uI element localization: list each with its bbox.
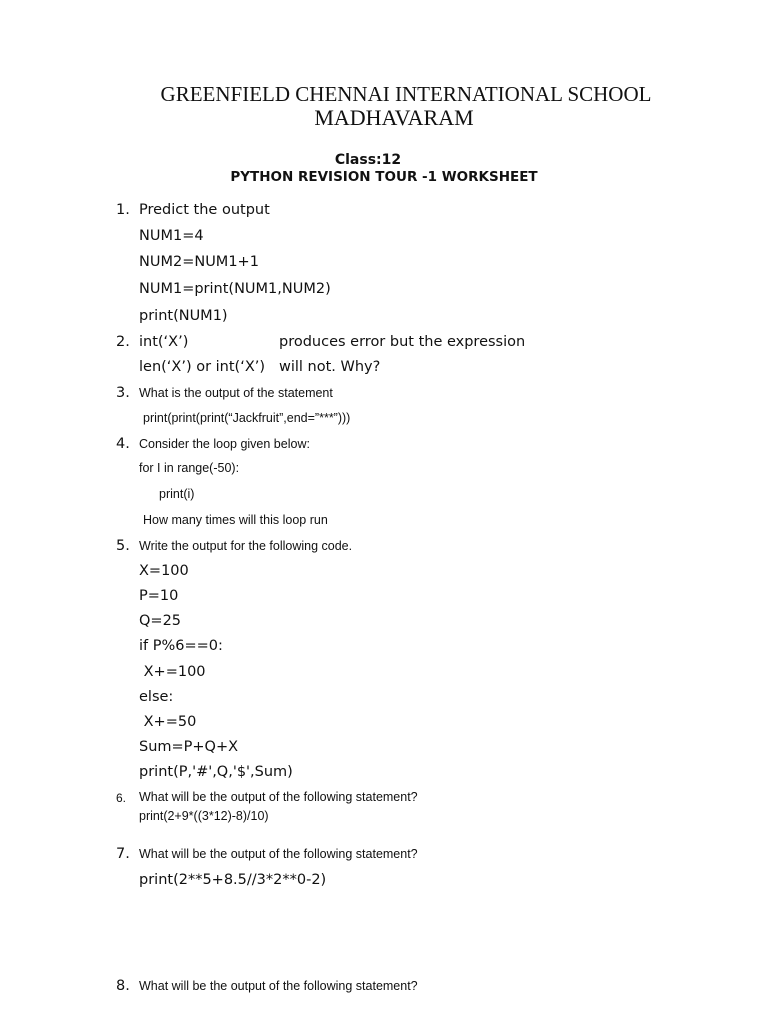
code-line: Q=25 xyxy=(139,613,182,629)
class-label: Class:12 xyxy=(334,152,402,168)
code-line: X+=100 xyxy=(139,664,206,680)
code-line: print(NUM1) xyxy=(139,308,228,324)
code-line: X+=50 xyxy=(139,714,197,730)
question-number: 7. xyxy=(116,846,130,862)
question-number: 1. xyxy=(116,202,130,218)
school-name: GREENFIELD CHENNAI INTERNATIONAL SCHOOL xyxy=(160,82,652,106)
question-text: What will be the output of the following statement? xyxy=(139,847,418,861)
code-line: P=10 xyxy=(139,588,179,604)
code-line: print(P,'#',Q,'$',Sum) xyxy=(139,764,293,780)
code-line: for I in range(-50): xyxy=(139,461,240,475)
school-location: MADHAVARAM xyxy=(314,105,474,130)
code-line: print(2+9*((3*12)-8)/10) xyxy=(139,809,269,823)
question-number: 5. xyxy=(116,538,130,554)
question-number: 8. xyxy=(116,978,130,994)
question-number: 6. xyxy=(116,791,127,805)
code-line: NUM2=NUM1+1 xyxy=(139,254,259,270)
question-text: What will be the output of the following statement? xyxy=(139,979,418,993)
code-line: if P%6==0: xyxy=(139,638,223,654)
code-line: else: xyxy=(139,689,174,705)
worksheet-title: PYTHON REVISION TOUR -1 WORKSHEET xyxy=(230,169,538,185)
question-text: len(‘X’) or int(‘X’) xyxy=(139,359,266,375)
question-text: Write the output for the following code. xyxy=(139,539,353,553)
question-text: will not. Why? xyxy=(279,359,381,375)
question-text: Consider the loop given below: xyxy=(139,437,310,451)
question-text: What will be the output of the following statement? xyxy=(139,790,418,804)
code-line: NUM1=print(NUM1,NUM2) xyxy=(139,281,331,297)
question-number: 2. xyxy=(116,334,130,350)
code-line: print(i) xyxy=(159,487,195,501)
question-number: 4. xyxy=(116,436,130,452)
code-line: print(2**5+8.5//3*2**0-2) xyxy=(139,872,327,888)
code-line: Sum=P+Q+X xyxy=(139,739,239,755)
code-line: print(print(print(“Jackfruit”,end=”***”))) xyxy=(143,411,351,425)
question-text: produces error but the expression xyxy=(279,334,526,350)
question-text: int(‘X’) xyxy=(139,334,189,350)
question-text: How many times will this loop run xyxy=(143,513,328,527)
code-line: X=100 xyxy=(139,563,189,579)
question-number: 3. xyxy=(116,385,130,401)
question-text: Predict the output xyxy=(139,202,270,218)
question-text: What is the output of the statement xyxy=(139,386,333,400)
code-line: NUM1=4 xyxy=(139,228,204,244)
